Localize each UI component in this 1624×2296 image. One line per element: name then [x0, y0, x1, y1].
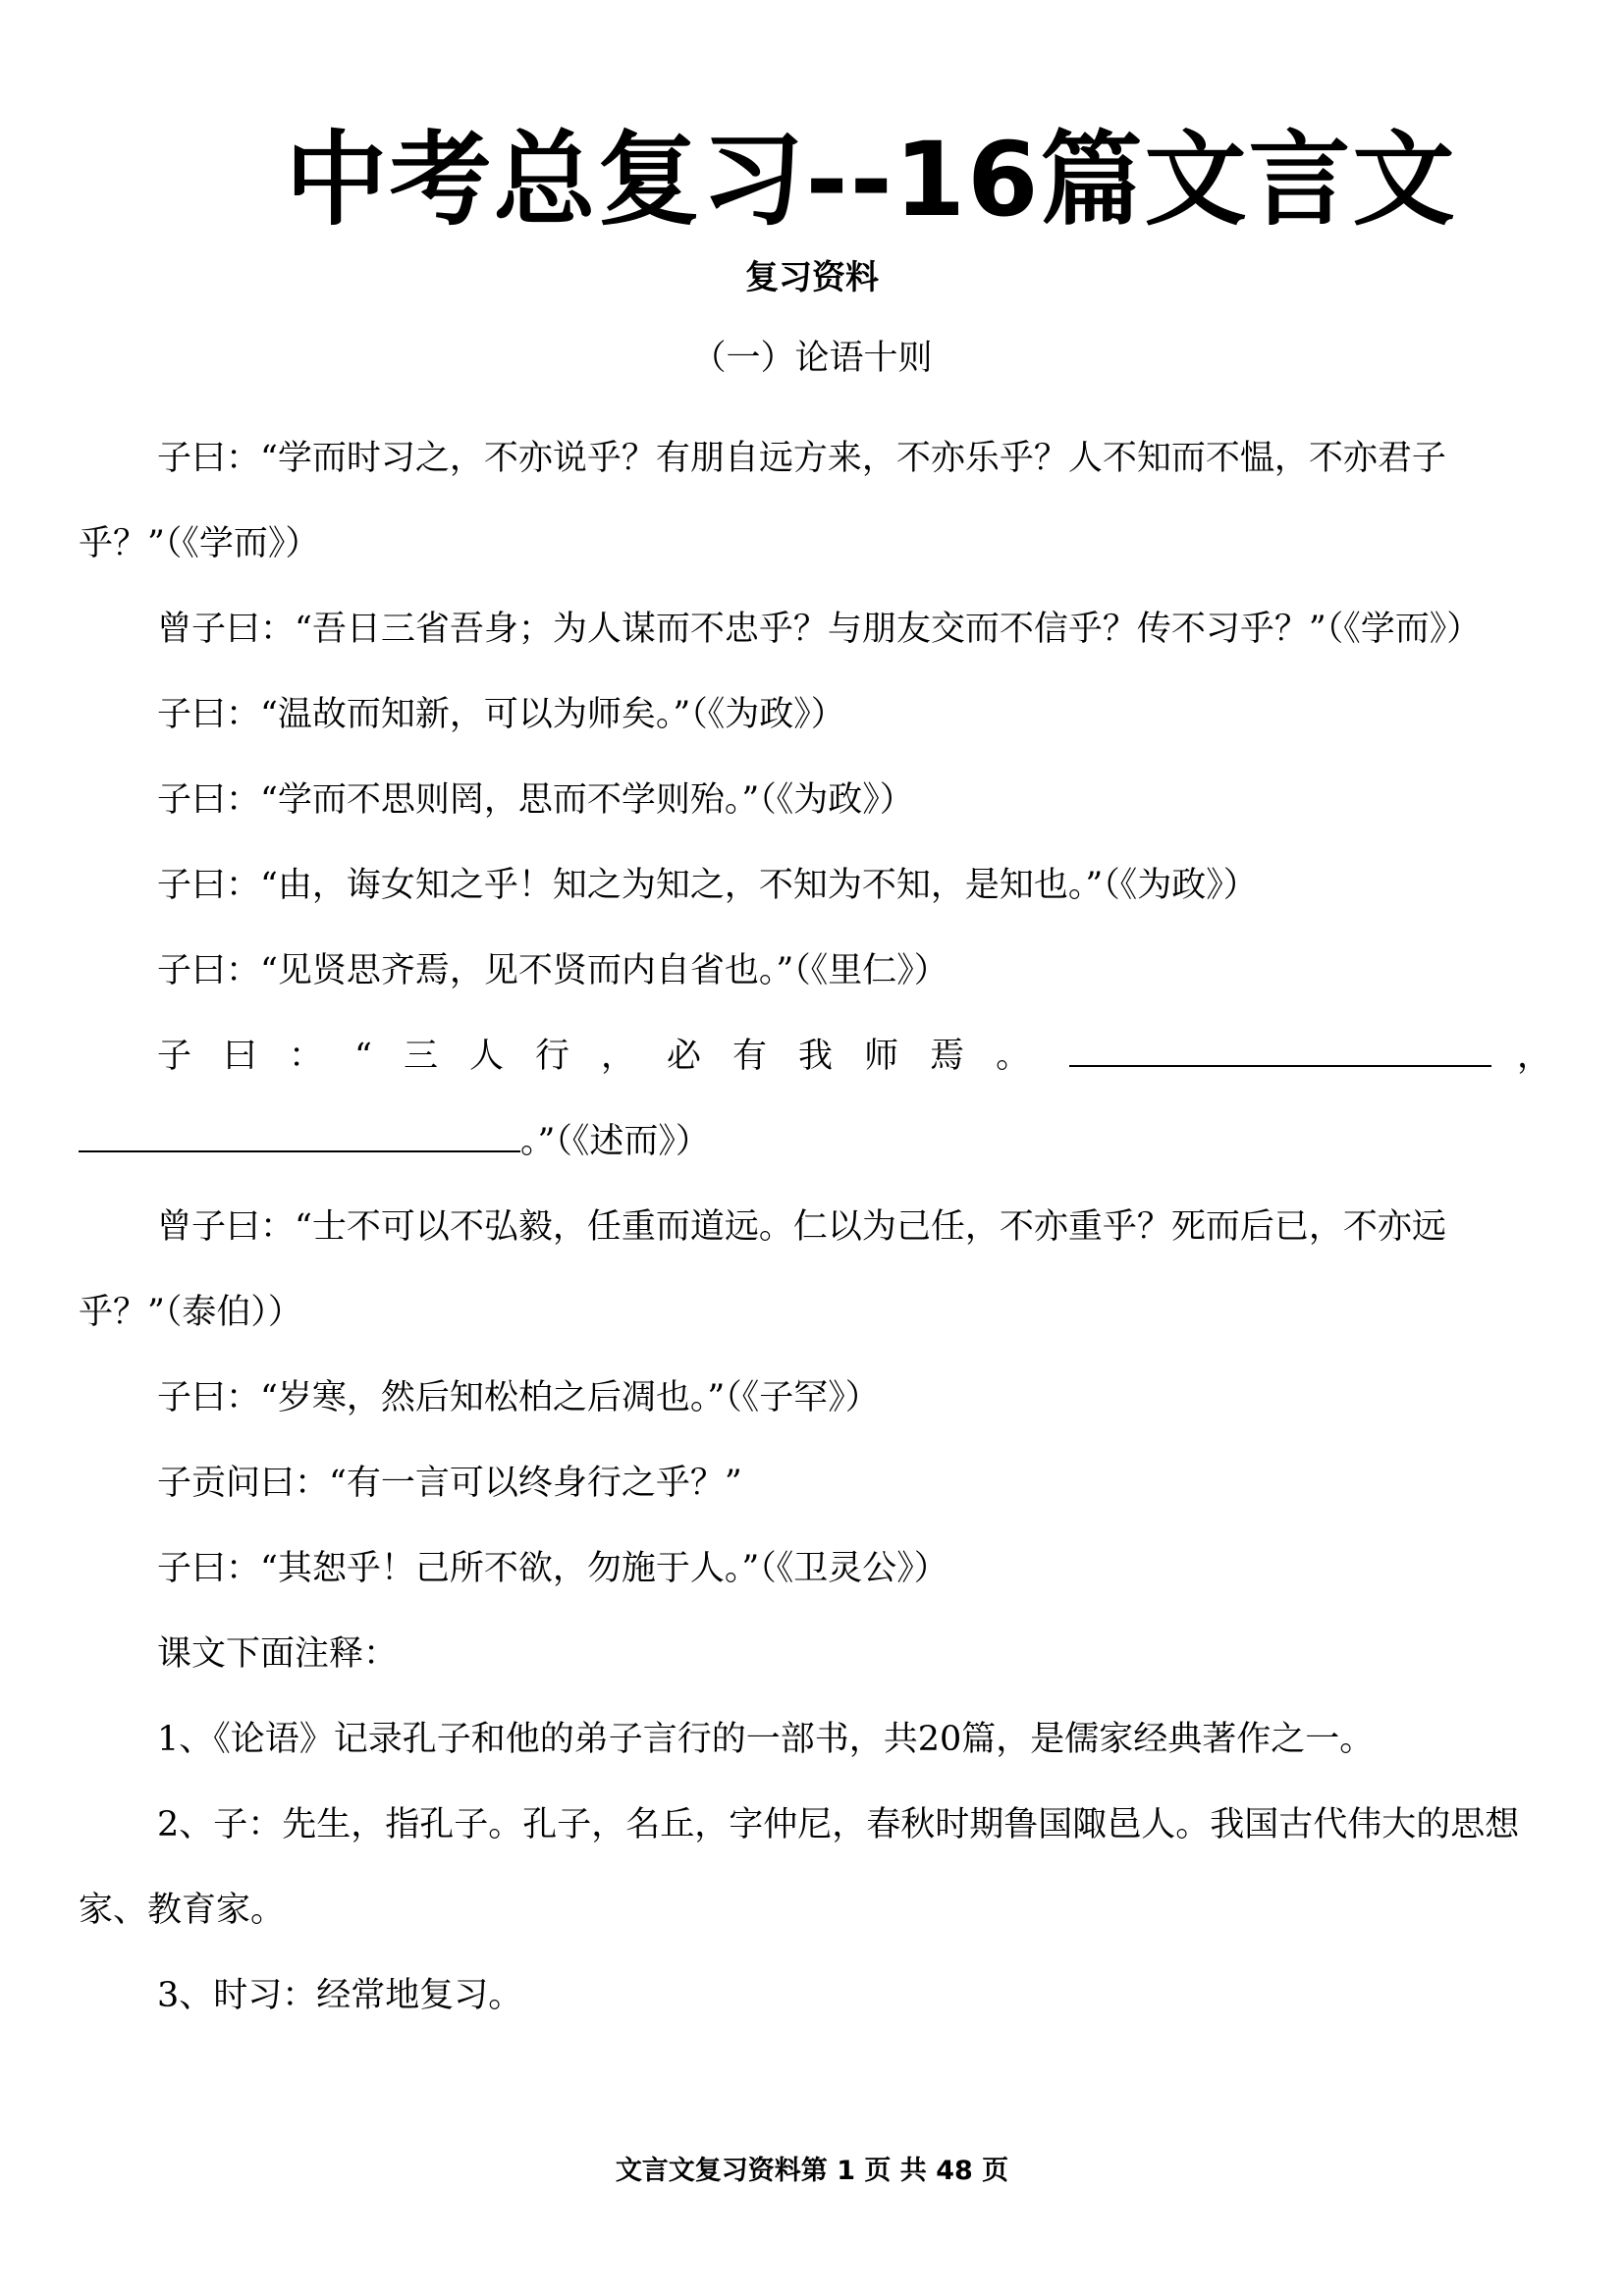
- paragraph-8: 曾子曰：“士不可以不弘毅，任重而道远。仁以为己任，不亦重乎？死而后已，不亦远乎？”（泰伯））: [79, 1207, 1446, 1332]
- spaced-char: 三: [403, 1037, 438, 1076]
- fill-in-blank-2[interactable]: [79, 1149, 520, 1152]
- paragraph-10: 子贡问曰：“有一言可以终身行之乎？”: [157, 1464, 742, 1503]
- paragraph-6: 子曰：“见贤思齐焉，见不贤而内自省也。”（《里仁》）: [157, 951, 948, 990]
- paragraph-3: 子曰：“温故而知新，可以为师矣。”（《为政》）: [157, 695, 845, 734]
- paragraph-11: 子曰：“其恕乎！己所不欲，勿施于人。”（《卫灵公》）: [157, 1549, 948, 1588]
- spaced-char: 我: [798, 1037, 834, 1076]
- paragraph-7-comma: ，: [1516, 1037, 1551, 1076]
- document-title: 中考总复习--16篇文言文: [285, 120, 1457, 240]
- spaced-char: “: [354, 1037, 372, 1076]
- spaced-char: 子: [157, 1037, 192, 1076]
- page-footer: 文言文复习资料第 1 页 共 48 页: [615, 2156, 1009, 2186]
- paragraph-7-tail: 。”（《述而》）: [520, 1122, 710, 1161]
- paragraph-1: 子曰：“学而时习之，不亦说乎？有朋自远方来，不亦乐乎？人不知而不愠，不亦君子乎？”（《学而》）: [79, 439, 1446, 563]
- paragraph-4: 子曰：“学而不思则罔，思而不学则殆。”（《为政》）: [157, 780, 914, 820]
- spaced-char: 曰: [223, 1037, 258, 1076]
- spaced-char: ，: [601, 1037, 636, 1076]
- paragraph-7-line-2: [79, 1099, 1551, 1185]
- spaced-char: ：: [289, 1037, 324, 1076]
- note-1: 1、《论语》记录孔子和他的弟子言行的一部书，共20篇，是儒家经典著作之一。: [157, 1720, 1375, 1759]
- paragraph-5: 子曰：“由，诲女知之乎！知之为知之，不知为不知，是知也。”（《为政》）: [157, 866, 1258, 905]
- spaced-char: 行: [534, 1037, 569, 1076]
- paragraph-9: 子曰：“岁寒，然后知松柏之后凋也。”（《子罕》）: [157, 1378, 880, 1417]
- spaced-char: 必: [667, 1037, 702, 1076]
- paragraph-2: 曾子曰：“吾日三省吾身；为人谋而不忠乎？与朋友交而不信乎？传不习乎？”（《学而》）: [157, 610, 1482, 649]
- note-3: 3、时习：经常地复习。: [157, 1976, 523, 2015]
- section-title: （一）论语十则: [691, 339, 933, 378]
- fill-in-blank-1[interactable]: [1069, 1064, 1491, 1067]
- notes-heading: 课文下面注释：: [157, 1634, 399, 1674]
- spaced-char: 师: [864, 1037, 899, 1076]
- spaced-char: 。: [996, 1037, 1031, 1076]
- document-subtitle: 复习资料: [745, 258, 879, 297]
- note-2: 2、子：先生，指孔子。孔子，名丘，字仲尼，春秋时期鲁国陬邑人。我国古代伟大的思想家、教育家。: [79, 1805, 1520, 1930]
- spaced-char: 人: [468, 1037, 504, 1076]
- spaced-char: 焉: [930, 1037, 965, 1076]
- spaced-char: 有: [732, 1037, 768, 1076]
- paragraph-7-line-1: [157, 1014, 1551, 1099]
- document-body: [79, 416, 1551, 2039]
